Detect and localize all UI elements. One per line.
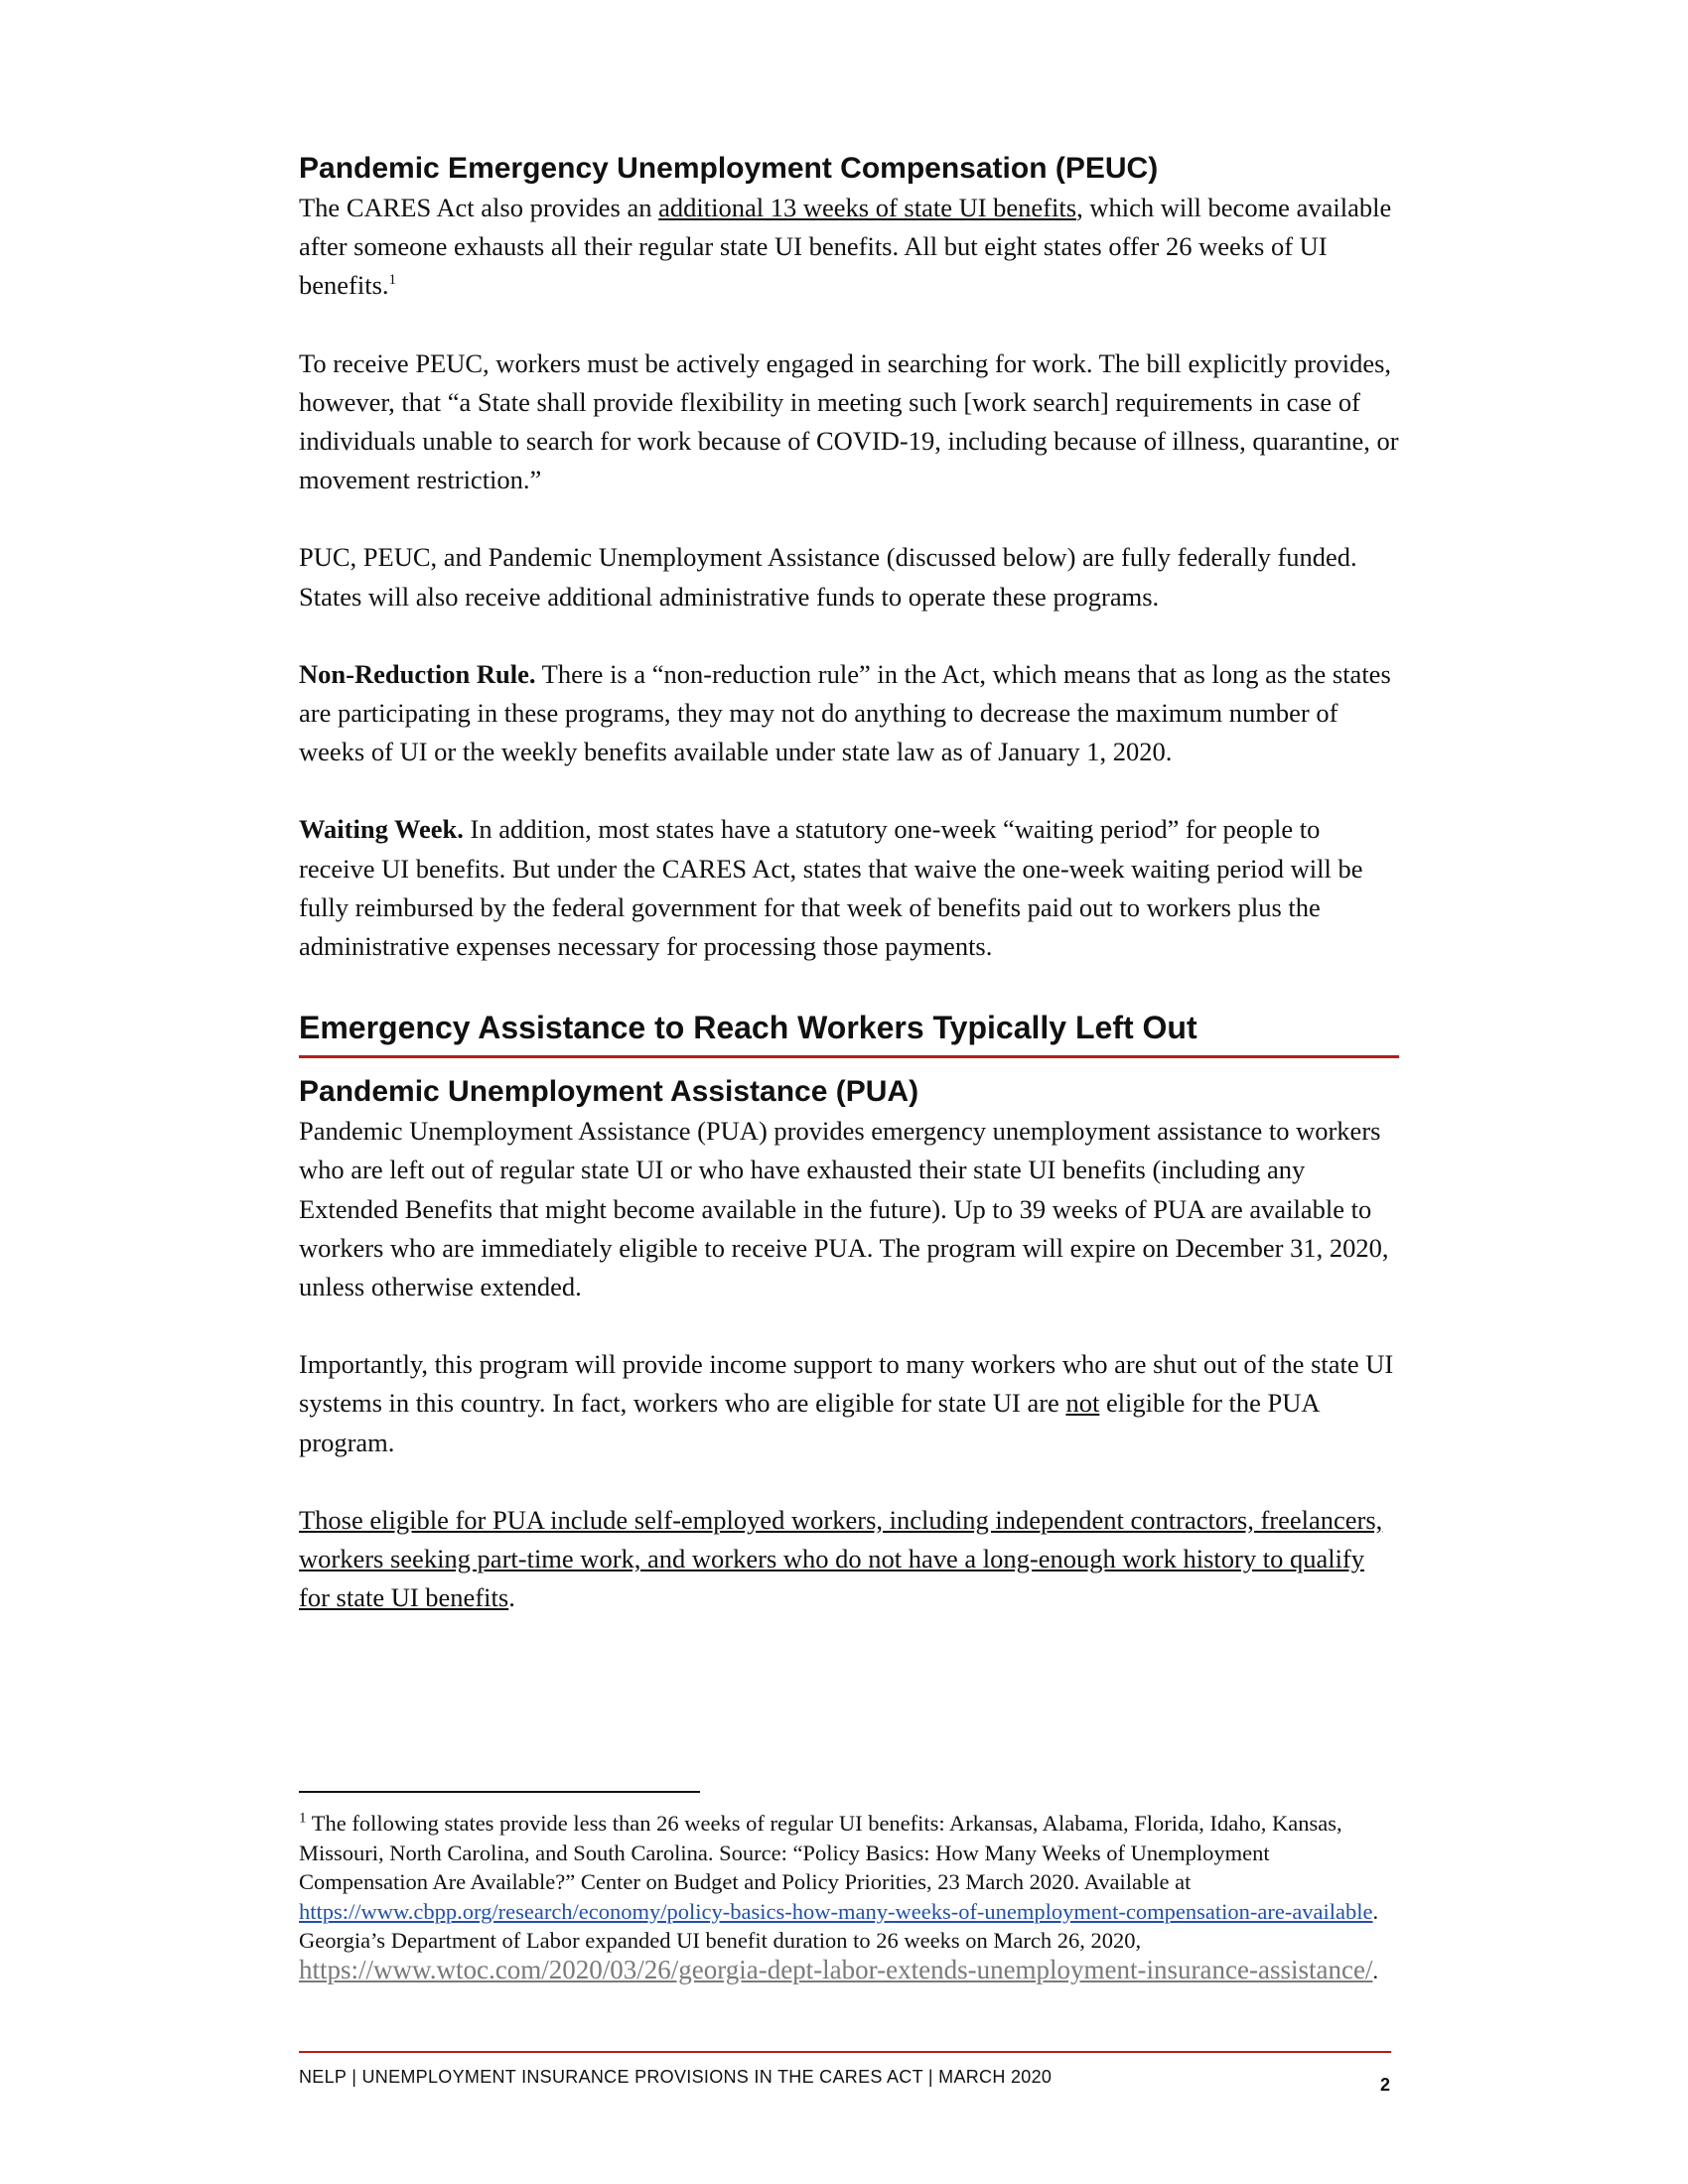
additional-weeks-link[interactable]: additional 13 weeks of state UI benefits <box>658 193 1077 222</box>
pua-eligibility-link[interactable]: Those eligible for PUA include self-employed workers, including independent contractors, freelancers, workers seeking part-time work, and workers who do not have a long-enough work history to qualify for state UI benefits <box>299 1504 1383 1613</box>
emergency-assistance-heading: Emergency Assistance to Reach Workers Typically Left Out <box>299 1010 1197 1046</box>
waiting-week-paragraph: Waiting Week. In addition, most states have a statutory one-week “waiting period” for people to receive UI benefits. But under the CARES Act, states that waive the one-week waiting period will be fully reimbursed by the federal government for that week of benefits paid out to workers plus the administrative expenses necessary for processing those payments. <box>299 814 1363 962</box>
document-body <box>299 149 1399 1617</box>
page-number: 2 <box>1380 2075 1391 2095</box>
peuc-paragraph-2: To receive PEUC, workers must be actively engaged in searching for work. The bill explicitly provides, however, that “a State shall provide flexibility in meeting such [work search] requirements in case of individuals unable to search for work because of COVID-19, including because of illness, quarantine, or movement restriction.” <box>299 347 1399 495</box>
pua-heading: Pandemic Unemployment Assistance (PUA) <box>299 1075 919 1109</box>
pua-paragraph-2: Importantly, this program will provide income support to many workers who are shut out of the state UI systems in this country. In fact, workers who are eligible for state UI are not eligible for the PUA program. <box>299 1349 1394 1457</box>
cbpp-link[interactable]: https://www.cbpp.org/research/economy/policy-basics-how-many-weeks-of-unemployment-compensation-are-available <box>299 1898 1373 1924</box>
not-emphasis: not <box>1065 1388 1100 1419</box>
non-reduction-paragraph: Non-Reduction Rule. There is a “non-reduction rule” in the Act, which means that as long as the states are participating in these programs, they may not do anything to decrease the maximum number of weeks of UI or the weekly benefits available under state law as of January 1, 2020. <box>299 658 1391 767</box>
waiting-week-label: Waiting Week. <box>299 814 464 845</box>
footnote-ref-1[interactable]: 1 <box>388 272 397 289</box>
non-reduction-label: Non-Reduction Rule. <box>299 658 536 689</box>
peuc-heading: Pandemic Emergency Unemployment Compensation (PEUC) <box>299 152 1159 185</box>
footnote-1: $^1$ The following states provide less than 26 weeks of regular UI benefits: Arkansas, Alabama, Florida, Idaho, Kansas, Missouri, North Carolina, and South Carolina. Source: “Policy Basics: How Many Weeks of Unemployment Compensation Are Available?” Center on Budget and Policy Priorities, 23 March 2020. Available at https://www.cbpp.org/research/economy/policy-basics-how-many-weeks-of-unemployment-compensation-are-available. Georgia’s Department of Labor expanded UI benefit duration to 26 weeks on March 26, 2020, https://www.wtoc.com/2020/03/26/georgia-dept-labor-extends-unemployment-insurance-assistance/. <box>299 1810 1379 1984</box>
section-divider <box>299 1055 1399 1058</box>
pua-paragraph-3: Those eligible for PUA include self-employed workers, including independent contractors, freelancers, workers seeking part-time work, and workers who do not have a long-enough work history to qualify for state UI benefits. <box>299 1504 1383 1613</box>
wtoc-link[interactable]: https://www.wtoc.com/2020/03/26/georgia-dept-labor-extends-unemployment-insurance-assistance/ <box>299 1954 1373 1984</box>
footer-text: NELP | UNEMPLOYMENT INSURANCE PROVISIONS IN THE CARES ACT | MARCH 2020 <box>299 2067 1053 2087</box>
footer-divider <box>299 2051 1391 2053</box>
peuc-paragraph-3: PUC, PEUC, and Pandemic Unemployment Assistance (discussed below) are fully federally funded. States will also receive additional administrative funds to operate these programs. <box>299 542 1357 612</box>
pua-paragraph-1: Pandemic Unemployment Assistance (PUA) provides emergency unemployment assistance to workers who are left out of regular state UI or who have exhausted their state UI benefits (including any Extended Benefits that might become available in the future). Up to 39 weeks of PUA are available to workers who are immediately eligible to receive PUA. The program will expire on December 31, 2020, unless otherwise extended. <box>299 1116 1389 1302</box>
peuc-paragraph-1: The CARES Act also provides an additional 13 weeks of state UI benefits, which will become available after someone exhausts all their regular state UI benefits. All but eight states offer 26 weeks of UI benefits.$^1$ <box>299 193 1392 301</box>
footnote-separator <box>299 1791 700 1793</box>
footnote-number: 1 <box>299 1810 307 1827</box>
